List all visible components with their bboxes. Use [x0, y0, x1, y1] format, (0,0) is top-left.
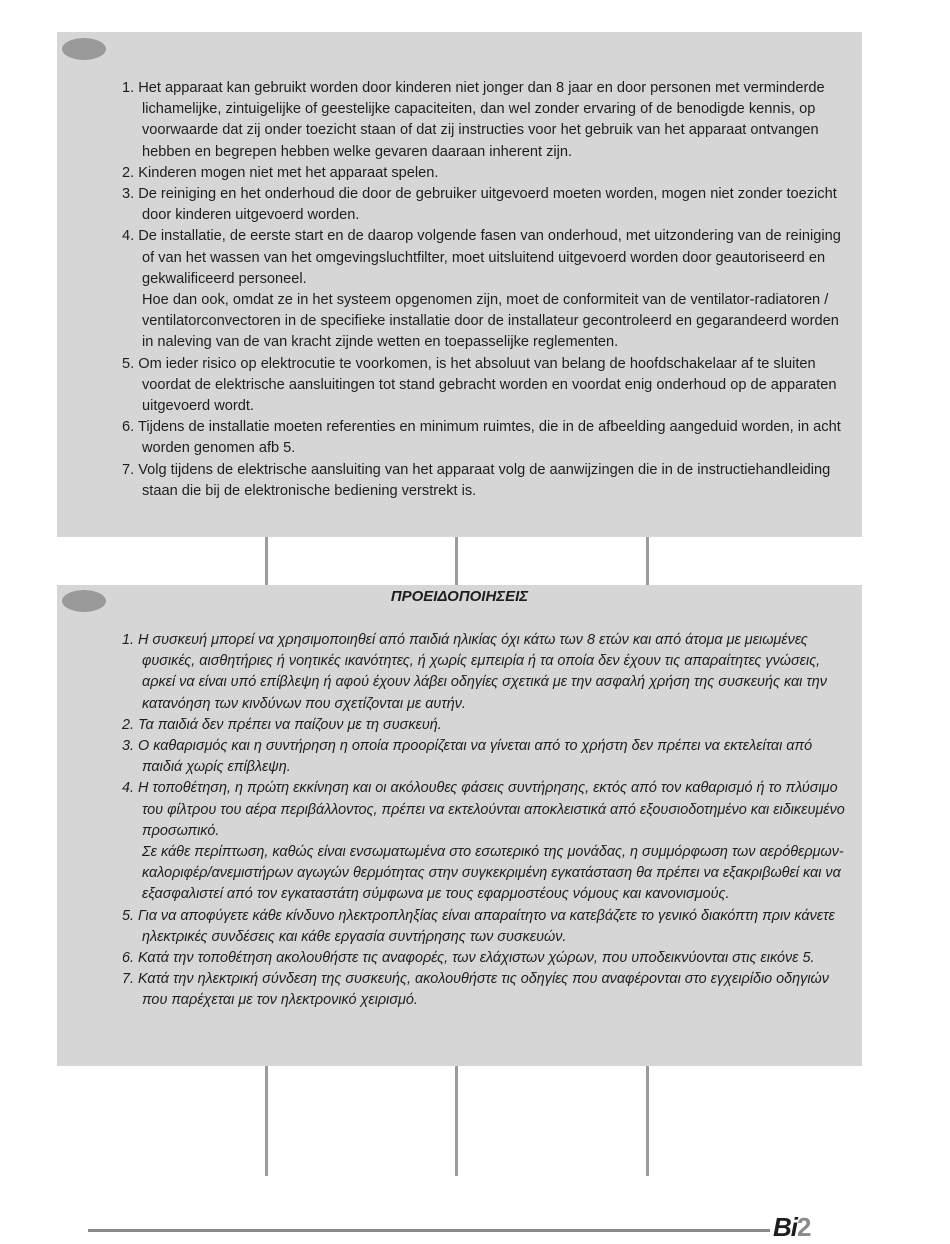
list-item: 2. Τα παιδιά δεν πρέπει να παίζουν με τη συσκευή.	[122, 716, 442, 733]
language-marker-dot	[62, 38, 106, 60]
greek-warnings-panel	[57, 585, 862, 1066]
brand-logo: Bi2	[773, 1212, 811, 1242]
divider-line	[265, 1066, 268, 1176]
list-item: 1. Η συσκευή μπορεί να χρησιμοποιηθεί από παιδιά ηλικίας όχι κάτω των 8 ετών και από άτομα με μειωμένες φυσικές, αισθητήριες ή νοητικές ικανότητες, ή χωρίς εμπειρία ή τα οποία δεν έχουν τις απαραίτητες γνώσεις, αρκεί να είναι υπό επίβλεψη ή αφού έχουν λάβει οδηγίες σχετικά με την ασφαλή χρήση της συσκευής και την κατανόηση των κινδύνων που σχετίζονται με αυτήν.	[122, 632, 827, 712]
list-item: 3. De reiniging en het onderhoud die door de gebruiker uitgevoerd moeten worden, mogen niet zonder toezicht door kinderen uitgevoerd worden.	[122, 186, 837, 224]
list-item: 4. De installatie, de eerste start en de daarop volgende fasen van onderhoud, met uitzondering van de reiniging of van het wassen van het omgevingsluchtfilter, moet uitsluitend uitgevoerd worden door geautoriseerd en gekwalificeerd personeel. Hoe dan ook, omdat ze in het systeem opgenomen zijn, moet de conformiteit van de ventilator-radiatoren / ventilatorconvectoren in de specifieke installatie door de installateur gecontroleerd en gegarandeerd worden in naleving van de van kracht zijnde wetten en toepasselijke reglementen.	[122, 226, 848, 353]
list-item: 4. Η τοποθέτηση, η πρώτη εκκίνηση και οι ακόλουθες φάσεις συντήρησης, εκτός από τον καθαρισμό ή το πλύσιμο του φίλτρου του αέρα περιβάλλοντος, πρέπει να εκτελούνται αποκλειστικά από εξουσιοδοτημένο και ειδικευμένο προσωπικό. Σε κάθε περίπτωση, καθώς είναι ενσωματωμένα στο εσωτερικό της μονάδας, η συμμόρφωση των αερόθερμων-καλοριφέρ/ανεμιστήρων αγωγών θερμότητας στην συγκεκριμένη εγκατάσταση θα πρέπει να εξακριβωθεί και να εξασφαλιστεί από τον εγκαταστάτη σύμφωνα με τους εφαρμοστέους νόμους και κανονισμούς.	[122, 778, 848, 905]
list-item: 5. Om ieder risico op elektrocutie te voorkomen, is het absoluut van belang de hoofdschakelaar af te sluiten voordat de elektrische aansluitingen tot stand gebracht worden en voordat enig onderhoud op de apparaten uitgevoerd wordt.	[122, 355, 837, 415]
section-title: ΠΡΟΕΙΔΟΠΟΙΗΣΕΙΣ	[390, 588, 529, 605]
list-item: 7. Κατά την ηλεκτρική σύνδεση της συσκευής, ακολουθήστε τις οδηγίες που αναφέρονται στο εγχειρίδιο οδηγιών που παρέχεται με τον ηλεκτρονικό χειρισμό.	[122, 971, 829, 1009]
list-item: 6. Tijdens de installatie moeten referenties en minimum ruimtes, die in de afbeelding aangeduid worden, in acht worden genomen afb 5.	[122, 419, 841, 457]
divider-line	[265, 537, 268, 585]
list-item: 3. Ο καθαρισμός και η συντήρηση η οποία προορίζεται να γίνεται από το χρήστη δεν πρέπει να εκτελείται από παιδιά χωρίς επίβλεψη.	[122, 738, 813, 776]
divider-line	[646, 1066, 649, 1176]
list-item: 5. Για να αποφύγετε κάθε κίνδυνο ηλεκτροπληξίας είναι απαραίτητο να κατεβάζετε το γενικό διακόπτη πριν κάνετε ηλεκτρικές συνδέσεις και κάθε εργασία συντήρησης των συσκευών.	[122, 907, 835, 945]
list-item: 6. Κατά την τοποθέτηση ακολουθήστε τις αναφορές, των ελάχιστων χώρων, που υποδεικνύονται στις εικόνε 5.	[122, 950, 815, 967]
list-item: 1. Het apparaat kan gebruikt worden door kinderen niet jonger dan 8 jaar en door personen met verminderde lichamelijke, zintuigelijke of geestelijke capaciteiten, dan wel zonder ervaring of de benodigde kennis, op voorwaarde dat zij onder toezicht staan of dat zij instructies voor het gebruik van het apparaat ontvangen hebben en begrepen hebben welke gevaren daaraan inherent zijn.	[122, 80, 825, 160]
dutch-warnings-panel	[57, 32, 862, 537]
list-item: 7. Volg tijdens de elektrische aansluiting van het apparaat volg de aanwijzingen die in de instructiehandleiding staan die bij de elektronische bediening verstrekt is.	[122, 461, 831, 499]
footer-rule	[88, 1229, 770, 1232]
divider-line	[455, 1066, 458, 1176]
dutch-warnings-list	[122, 78, 848, 502]
list-item-note: Hoe dan ook, omdat ze in het systeem opgenomen zijn, moet de conformiteit van de ventilator-radiatoren / ventilatorconvectoren in de specifieke installatie door de installateur gecontroleerd en gegarandeerd worden in naleving van de van kracht zijnde wetten en toepasselijke reglementen.	[142, 292, 839, 351]
divider-line	[455, 537, 458, 585]
list-item-note: Σε κάθε περίπτωση, καθώς είναι ενσωματωμένα στο εσωτερικό της μονάδας, η συμμόρφωση των αερόθερμων-καλοριφέρ/ανεμιστήρων αγωγών θερμότητας στην συγκεκριμένη εγκατάσταση θα πρέπει να εξακριβωθεί και να εξασφαλιστεί από τον εγκαταστάτη σύμφωνα με τους εφαρμοστέους νόμους και κανονισμούς.	[142, 844, 844, 903]
divider-line	[646, 537, 649, 585]
list-item: 2. Kinderen mogen niet met het apparaat spelen.	[122, 164, 439, 181]
greek-warnings-list	[122, 630, 848, 1012]
